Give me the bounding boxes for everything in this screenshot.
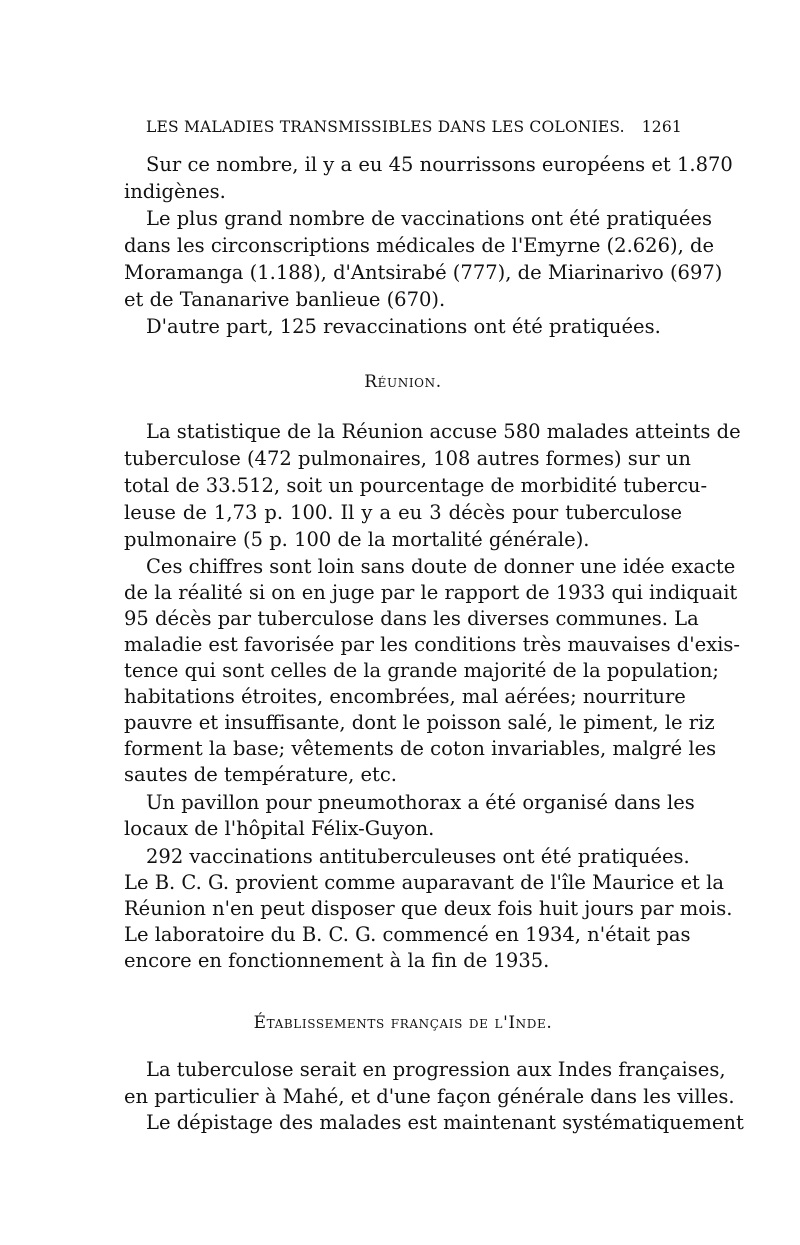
text-line: et de Tananarive banlieue (670). <box>124 288 446 311</box>
text-line: forment la base; vêtements de coton invariables, malgré les <box>124 737 717 760</box>
text-line: Le B. C. G. provient comme auparavant de l'île Maurice et la <box>124 871 724 894</box>
text-line: pulmonaire (5 p. 100 de la mortalité générale). <box>124 528 590 551</box>
text-line: 292 vaccinations antituberculeuses ont été pratiquées. <box>146 845 690 868</box>
text-line: pauvre et insuffisante, dont le poisson salé, le piment, le riz <box>124 711 715 734</box>
text-line: dans les circonscriptions médicales de l'Emyrne (2.626), de <box>124 234 715 257</box>
text-line: tuberculose (472 pulmonaires, 108 autres formes) sur un <box>124 447 691 470</box>
text-line: Moramanga (1.188), d'Antsirabé (777), de Miarinarivo (697) <box>124 261 723 284</box>
section-heading-reunion: Réunion. <box>364 372 442 392</box>
running-head-title: LES MALADIES TRANSMISSIBLES DANS LES COLONIES. <box>146 118 625 136</box>
text-line: total de 33.512, soit un pourcentage de morbidité tubercu- <box>124 474 708 497</box>
text-line: maladie est favorisée par les conditions très mauvaises d'exis- <box>124 633 741 656</box>
text-line: 95 décès par tuberculose dans les diverses communes. La <box>124 607 699 630</box>
text-line: encore en fonctionnement à la fin de 1935. <box>124 949 550 972</box>
text-line: en particulier à Mahé, et d'une façon générale dans les villes. <box>124 1085 735 1108</box>
text-line: Ces chiffres sont loin sans doute de donner une idée exacte <box>146 555 736 578</box>
text-line: leuse de 1,73 p. 100. Il y a eu 3 décès pour tuberculose <box>124 501 682 524</box>
text-line: indigènes. <box>124 180 226 203</box>
text-line: sautes de température, etc. <box>124 763 397 786</box>
text-line: La statistique de la Réunion accuse 580 malades atteints de <box>146 420 741 443</box>
text-line: Sur ce nombre, il y a eu 45 nourrissons européens et 1.870 <box>146 153 733 176</box>
text-line: Le dépistage des malades est maintenant systématiquement <box>146 1111 744 1134</box>
text-line: Le plus grand nombre de vaccinations ont été pratiquées <box>146 207 712 230</box>
text-line: Réunion n'en peut disposer que deux fois huit jours par mois. <box>124 897 733 920</box>
text-line: Le laboratoire du B. C. G. commencé en 1934, n'était pas <box>124 923 691 946</box>
text-line: de la réalité si on en juge par le rapport de 1933 qui indiquait <box>124 581 738 604</box>
running-head <box>146 118 682 142</box>
text-line: locaux de l'hôpital Félix-Guyon. <box>124 817 435 840</box>
text-line: Un pavillon pour pneumothorax a été organisé dans les <box>146 791 695 814</box>
text-line: tence qui sont celles de la grande majorité de la population; <box>124 659 719 682</box>
text-line: habitations étroites, encombrées, mal aérées; nourriture <box>124 685 686 708</box>
text-line: D'autre part, 125 revaccinations ont été pratiquées. <box>146 315 661 338</box>
section-heading-inde: Établissements français de l'Inde. <box>253 1013 553 1033</box>
page-number: 1261 <box>641 118 682 136</box>
text-line: La tuberculose serait en progression aux Indes françaises, <box>146 1058 726 1081</box>
